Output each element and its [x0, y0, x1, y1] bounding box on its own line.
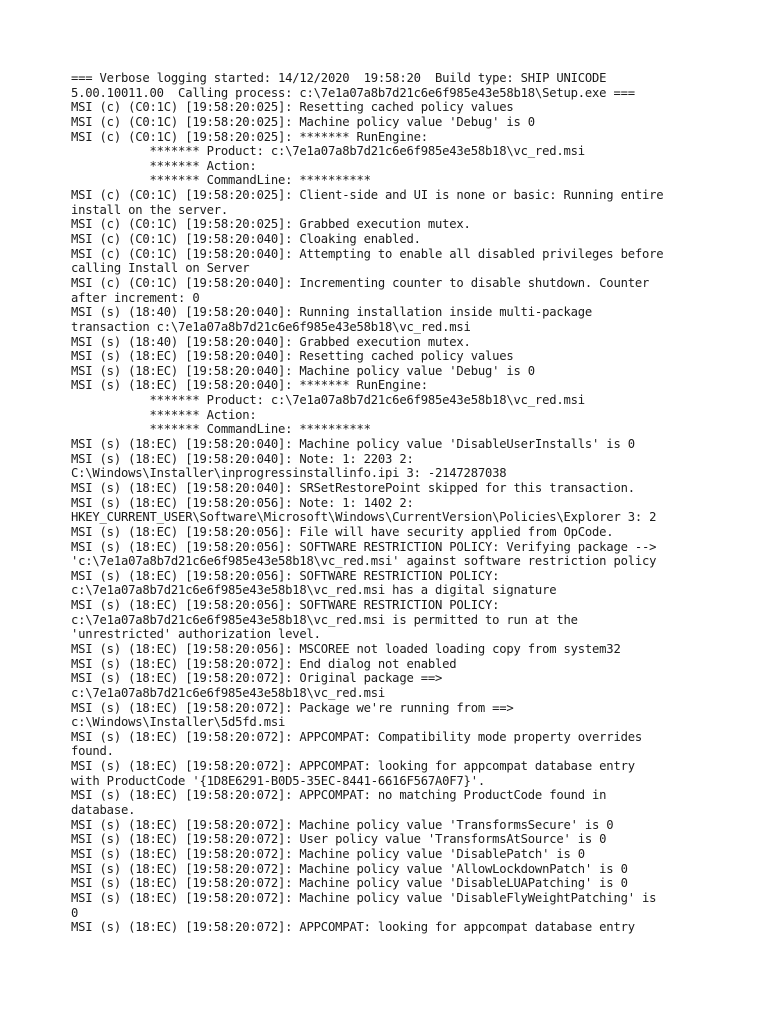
log-line: MSI (c) (C0:1C) [19:58:20:040]: Incrementing counter to disable shutdown. Counter: [71, 275, 650, 290]
log-line: MSI (s) (18:EC) [19:58:20:072]: End dialog not enabled: [71, 656, 457, 671]
log-line: c:\7e1a07a8b7d21c6e6f985e43e58b18\vc_red.msi is permitted to run at the: [71, 612, 578, 627]
log-line: ******* Product: c:\7e1a07a8b7d21c6e6f985e43e58b18\vc_red.msi: [71, 393, 585, 408]
log-line: MSI (s) (18:EC) [19:58:20:072]: Machine policy value 'DisableFlyWeightPatching' is: [71, 890, 657, 905]
log-line: MSI (s) (18:EC) [19:58:20:056]: SOFTWARE RESTRICTION POLICY:: [71, 568, 500, 583]
log-line: found.: [71, 744, 114, 759]
log-line: MSI (s) (18:EC) [19:58:20:040]: ******* RunEngine:: [71, 378, 428, 393]
log-line: MSI (s) (18:EC) [19:58:20:056]: SOFTWARE RESTRICTION POLICY: Verifying package -->: [71, 539, 657, 554]
log-line: MSI (c) (C0:1C) [19:58:20:025]: Client-side and UI is none or basic: Running entire: [71, 188, 664, 203]
log-line: ******* CommandLine: **********: [71, 422, 371, 437]
log-line: MSI (s) (18:EC) [19:58:20:072]: Original package ==>: [71, 671, 443, 686]
log-line: MSI (s) (18:EC) [19:58:20:056]: File will have security applied from OpCode.: [71, 524, 614, 539]
log-line: MSI (s) (18:EC) [19:58:20:072]: Machine policy value 'AllowLockdownPatch' is 0: [71, 861, 628, 876]
log-line: calling Install on Server: [71, 261, 250, 276]
log-line: MSI (s) (18:EC) [19:58:20:040]: Note: 1: 2203 2:: [71, 451, 414, 466]
log-line: ******* Action:: [71, 407, 257, 422]
log-line: ******* Action:: [71, 158, 257, 173]
log-line: MSI (s) (18:EC) [19:58:20:056]: MSCOREE not loaded loading copy from system32: [71, 641, 621, 656]
log-line: MSI (c) (C0:1C) [19:58:20:040]: Cloaking enabled.: [71, 232, 421, 247]
log-line: MSI (s) (18:EC) [19:58:20:072]: Machine policy value 'DisableLUAPatching' is 0: [71, 876, 628, 891]
log-line: MSI (c) (C0:1C) [19:58:20:025]: Grabbed execution mutex.: [71, 217, 471, 232]
log-line: MSI (s) (18:EC) [19:58:20:056]: Note: 1: 1402 2:: [71, 495, 414, 510]
log-line: === Verbose logging started: 14/12/2020 19:58:20 Build type: SHIP UNICODE: [71, 71, 607, 85]
log-line: MSI (s) (18:EC) [19:58:20:040]: Resetting cached policy values: [71, 349, 514, 364]
log-text-block: [71, 71, 711, 935]
log-line: ******* CommandLine: **********: [71, 173, 371, 188]
log-line: 5.00.10011.00 Calling process: c:\7e1a07a8b7d21c6e6f985e43e58b18\Setup.exe ===: [71, 85, 635, 100]
log-line: MSI (s) (18:EC) [19:58:20:072]: Machine policy value 'TransformsSecure' is 0: [71, 817, 614, 832]
log-line: MSI (s) (18:EC) [19:58:20:040]: Machine policy value 'DisableUserInstalls' is 0: [71, 437, 635, 452]
log-line: c:\Windows\Installer\5d5fd.msi: [71, 715, 286, 730]
log-line: MSI (s) (18:EC) [19:58:20:072]: APPCOMPAT: no matching ProductCode found in: [71, 788, 607, 803]
log-line: C:\Windows\Installer\inprogressinstallinfo.ipi 3: -2147287038: [71, 466, 507, 481]
log-line: MSI (s) (18:EC) [19:58:20:072]: Package we're running from ==>: [71, 700, 514, 715]
log-line: after increment: 0: [71, 290, 200, 305]
log-line: MSI (c) (C0:1C) [19:58:20:025]: ******* RunEngine:: [71, 129, 428, 144]
log-line: with ProductCode '{1D8E6291-B0D5-35EC-8441-6616F567A0F7}'.: [71, 773, 485, 788]
log-line: MSI (s) (18:40) [19:58:20:040]: Grabbed execution mutex.: [71, 334, 471, 349]
log-line: 0: [71, 905, 79, 920]
log-line: MSI (s) (18:EC) [19:58:20:072]: User policy value 'TransformsAtSource' is 0: [71, 832, 607, 847]
log-line: MSI (s) (18:EC) [19:58:20:056]: SOFTWARE RESTRICTION POLICY:: [71, 598, 500, 613]
log-line: c:\7e1a07a8b7d21c6e6f985e43e58b18\vc_red.msi: [71, 685, 386, 700]
log-line: MSI (s) (18:EC) [19:58:20:040]: SRSetRestorePoint skipped for this transaction.: [71, 480, 635, 495]
log-line: MSI (s) (18:EC) [19:58:20:072]: APPCOMPAT: looking for appcompat database entry: [71, 759, 635, 774]
log-line: MSI (s) (18:EC) [19:58:20:040]: Machine policy value 'Debug' is 0: [71, 363, 535, 378]
log-line: HKEY_CURRENT_USER\Software\Microsoft\Windows\CurrentVersion\Policies\Explorer 3: 2: [71, 510, 657, 525]
log-line: MSI (s) (18:40) [19:58:20:040]: Running installation inside multi-package: [71, 305, 593, 320]
log-line: database.: [71, 803, 136, 818]
log-line: MSI (c) (C0:1C) [19:58:20:025]: Machine policy value 'Debug' is 0: [71, 114, 535, 129]
log-line: MSI (s) (18:EC) [19:58:20:072]: Machine policy value 'DisablePatch' is 0: [71, 846, 585, 861]
log-line: ******* Product: c:\7e1a07a8b7d21c6e6f985e43e58b18\vc_red.msi: [71, 144, 585, 159]
log-line: transaction c:\7e1a07a8b7d21c6e6f985e43e58b18\vc_red.msi: [71, 319, 471, 334]
log-line: MSI (s) (18:EC) [19:58:20:072]: APPCOMPAT: Compatibility mode property overrides: [71, 729, 642, 744]
log-line: MSI (s) (18:EC) [19:58:20:072]: APPCOMPAT: looking for appcompat database entry: [71, 920, 635, 935]
log-line: 'unrestricted' authorization level.: [71, 627, 321, 642]
log-line: c:\7e1a07a8b7d21c6e6f985e43e58b18\vc_red.msi has a digital signature: [71, 583, 557, 598]
log-line: install on the server.: [71, 202, 229, 217]
log-line: 'c:\7e1a07a8b7d21c6e6f985e43e58b18\vc_red.msi' against software restriction policy: [71, 554, 657, 569]
log-line: MSI (c) (C0:1C) [19:58:20:025]: Resetting cached policy values: [71, 100, 514, 115]
log-line: MSI (c) (C0:1C) [19:58:20:040]: Attempting to enable all disabled privileges before: [71, 246, 664, 261]
